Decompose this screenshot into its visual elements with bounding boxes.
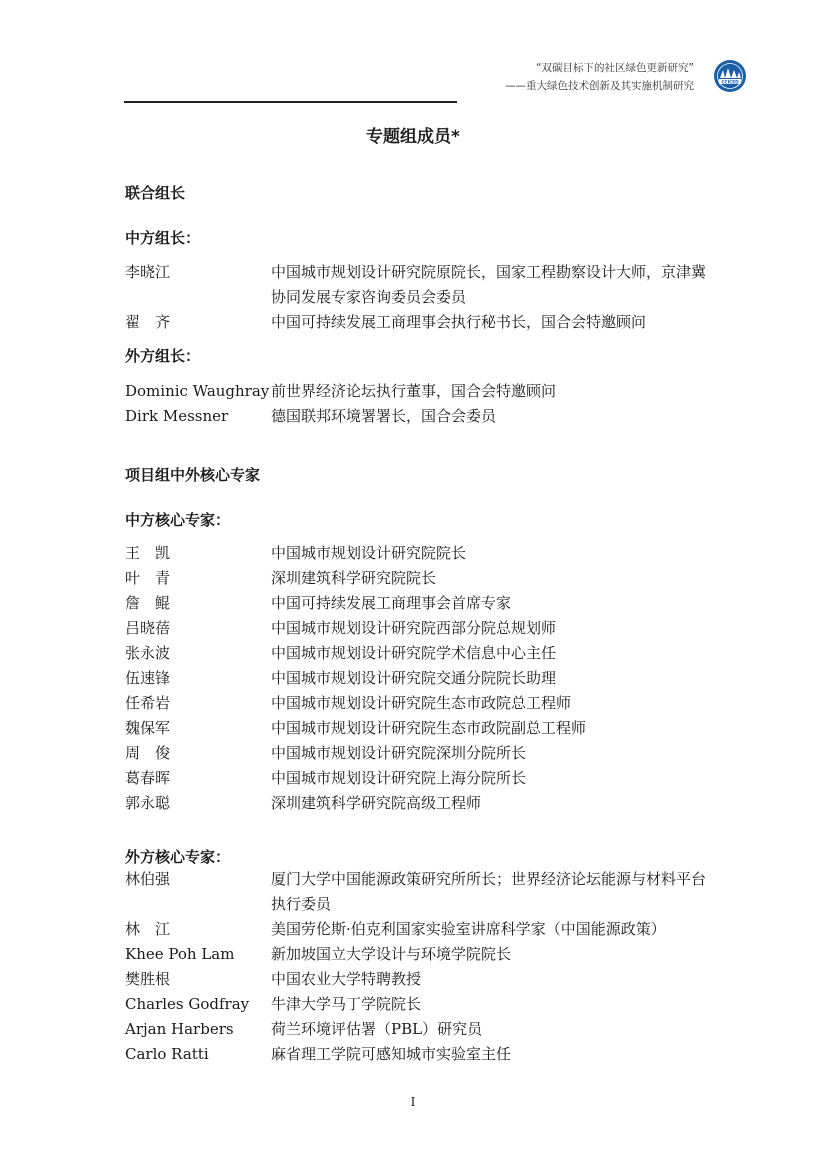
member-desc: 中国城市规划设计研究院深圳分院所长 bbox=[271, 744, 527, 762]
member-name: 翟 齐 bbox=[125, 313, 171, 331]
member-name: 吕晓蓓 bbox=[125, 619, 171, 637]
member-name: 詹 鲲 bbox=[125, 594, 171, 612]
member-desc: 德国联邦环境署署长，国合会委员 bbox=[271, 407, 497, 425]
member-name: 郭永聪 bbox=[125, 794, 171, 812]
member-desc: 中国城市规划设计研究院生态市政院副总工程师 bbox=[271, 719, 587, 737]
member-name: 魏保军 bbox=[125, 719, 171, 737]
heading-intl-experts: 外方核心专家： bbox=[125, 848, 231, 866]
member-desc: 荷兰环境评估署（PBL）研究员 bbox=[271, 1020, 483, 1038]
member-desc: 新加坡国立大学设计与环境学院院长 bbox=[271, 945, 512, 963]
cciced-logo bbox=[713, 59, 747, 93]
page-number: I bbox=[410, 1095, 416, 1109]
member-desc: 中国农业大学特聘教授 bbox=[271, 970, 422, 988]
header-title-line2: ——重大绿色技术创新及其实施机制研究 bbox=[505, 80, 694, 92]
member-desc: 中国城市规划设计研究院西部分院总规划师 bbox=[271, 619, 557, 637]
member-name: Dominic Waughray bbox=[125, 382, 270, 400]
logo-text: CCICED bbox=[721, 79, 739, 85]
heading-cn-leaders: 中方组长： bbox=[125, 229, 201, 247]
heading-cn-experts: 中方核心专家： bbox=[125, 511, 231, 529]
member-desc: 美国劳伦斯·伯克利国家实验室讲席科学家（中国能源政策） bbox=[271, 920, 666, 938]
member-name: 林伯强 bbox=[125, 870, 171, 888]
member-desc: 中国城市规划设计研究院学术信息中心主任 bbox=[271, 644, 557, 662]
member-desc: 深圳建筑科学研究院院长 bbox=[271, 569, 437, 587]
member-desc: 深圳建筑科学研究院高级工程师 bbox=[271, 794, 482, 812]
member-name: Arjan Harbers bbox=[125, 1020, 234, 1038]
member-desc: 中国可持续发展工商理事会执行秘书长，国合会特邀顾问 bbox=[271, 313, 647, 331]
member-name: 王 凯 bbox=[125, 544, 171, 562]
member-desc: 中国城市规划设计研究院上海分院所长 bbox=[271, 769, 527, 787]
header-title-line1: “双碳目标下的社区绿色更新研究” bbox=[536, 62, 694, 74]
member-name: Khee Poh Lam bbox=[125, 945, 235, 963]
member-desc: 中国城市规划设计研究院原院长，国家工程勘察设计大师，京津冀协同发展专家咨询委员会委员 bbox=[271, 263, 707, 306]
member-name: 张永波 bbox=[125, 644, 171, 662]
member-name: 叶 青 bbox=[125, 569, 171, 587]
member-name: 樊胜根 bbox=[125, 970, 171, 988]
member-name: 任希岩 bbox=[125, 694, 171, 712]
member-name: 伍速锋 bbox=[125, 669, 171, 687]
member-desc: 厦门大学中国能源政策研究所所长；世界经济论坛能源与材料平台执行委员 bbox=[271, 870, 707, 913]
member-desc: 前世界经济论坛执行董事，国合会特邀顾问 bbox=[271, 382, 557, 400]
member-name: Carlo Ratti bbox=[125, 1045, 209, 1063]
member-name: 林 江 bbox=[125, 920, 171, 938]
member-name: 葛春晖 bbox=[125, 769, 171, 787]
member-desc: 牛津大学马丁学院院长 bbox=[271, 995, 422, 1013]
member-desc: 中国可持续发展工商理事会首席专家 bbox=[271, 594, 512, 612]
page-title: 专题组成员* bbox=[366, 127, 460, 147]
member-name: Dirk Messner bbox=[125, 407, 229, 425]
header-rule bbox=[124, 101, 457, 103]
heading-core-experts: 项目组中外核心专家 bbox=[125, 466, 261, 484]
member-desc: 麻省理工学院可感知城市实验室主任 bbox=[271, 1045, 512, 1063]
heading-joint-leaders: 联合组长 bbox=[125, 184, 186, 202]
member-name: 李晓江 bbox=[125, 263, 171, 281]
member-desc: 中国城市规划设计研究院生态市政院总工程师 bbox=[271, 694, 572, 712]
heading-intl-leaders: 外方组长： bbox=[125, 347, 201, 365]
member-desc: 中国城市规划设计研究院交通分院院长助理 bbox=[271, 669, 557, 687]
member-name: 周 俊 bbox=[125, 744, 171, 762]
member-name: Charles Godfray bbox=[125, 995, 250, 1013]
member-desc: 中国城市规划设计研究院院长 bbox=[271, 544, 467, 562]
